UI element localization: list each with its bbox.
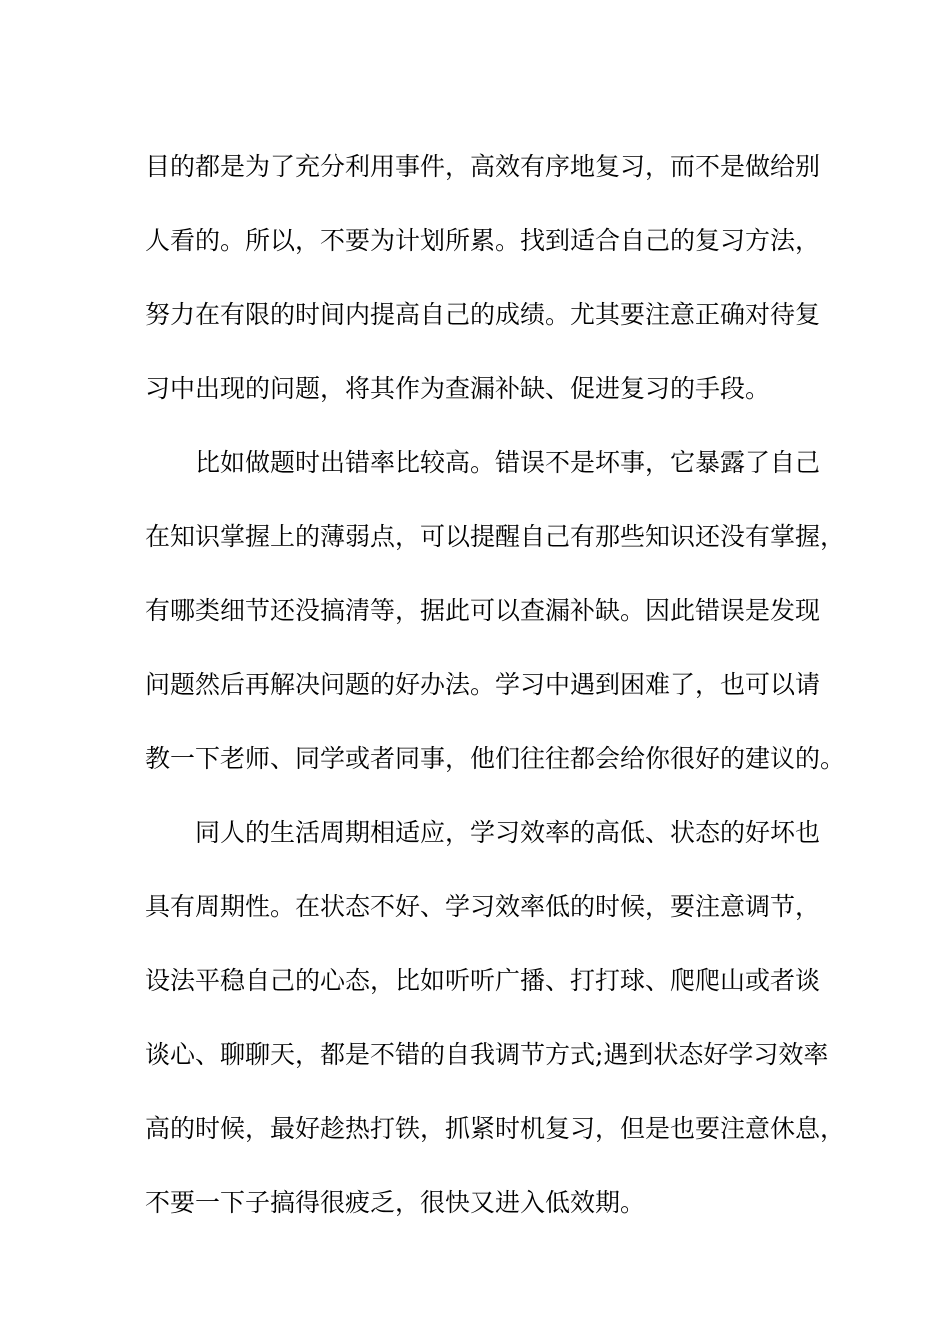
paragraph-start-line: 同人的生活周期相适应，学习效率的高低、状态的好坏也: [195, 818, 821, 847]
text-line: 人看的。所以，不要为计划所累。找到适合自己的复习方法，: [145, 226, 821, 255]
text-line: 努力在有限的时间内提高自己的成绩。尤其要注意正确对待复: [145, 300, 821, 329]
paragraph-start-line: 比如做题时出错率比较高。错误不是坏事，它暴露了自己: [195, 448, 821, 477]
text-line: 不要一下子搞得很疲乏，很快又进入低效期。: [145, 1188, 646, 1217]
text-line: 习中出现的问题，将其作为查漏补缺、促进复习的手段。: [145, 374, 771, 403]
text-line: 问题然后再解决问题的好办法。学习中遇到困难了，也可以请: [145, 670, 821, 699]
text-line: 设法平稳自己的心态，比如听听广播、打打球、爬爬山或者谈: [145, 966, 821, 995]
text-line: 高的时候，最好趁热打铁，抓紧时机复习，但是也要注意休息，: [145, 1114, 846, 1143]
text-line: 教一下老师、同学或者同事，他们往往都会给你很好的建议的。: [145, 744, 846, 773]
text-line: 具有周期性。在状态不好、学习效率低的时候，要注意调节，: [145, 892, 821, 921]
text-line: 目的都是为了充分利用事件，高效有序地复习，而不是做给别: [145, 152, 821, 181]
body-text: [145, 130, 846, 1240]
text-line: 谈心、聊聊天，都是不错的自我调节方式;遇到状态好学习效率: [145, 1040, 829, 1069]
text-line: 在知识掌握上的薄弱点，可以提醒自己有那些知识还没有掌握，: [145, 522, 846, 551]
text-line: 有哪类细节还没搞清等，据此可以查漏补缺。因此错误是发现: [145, 596, 821, 625]
